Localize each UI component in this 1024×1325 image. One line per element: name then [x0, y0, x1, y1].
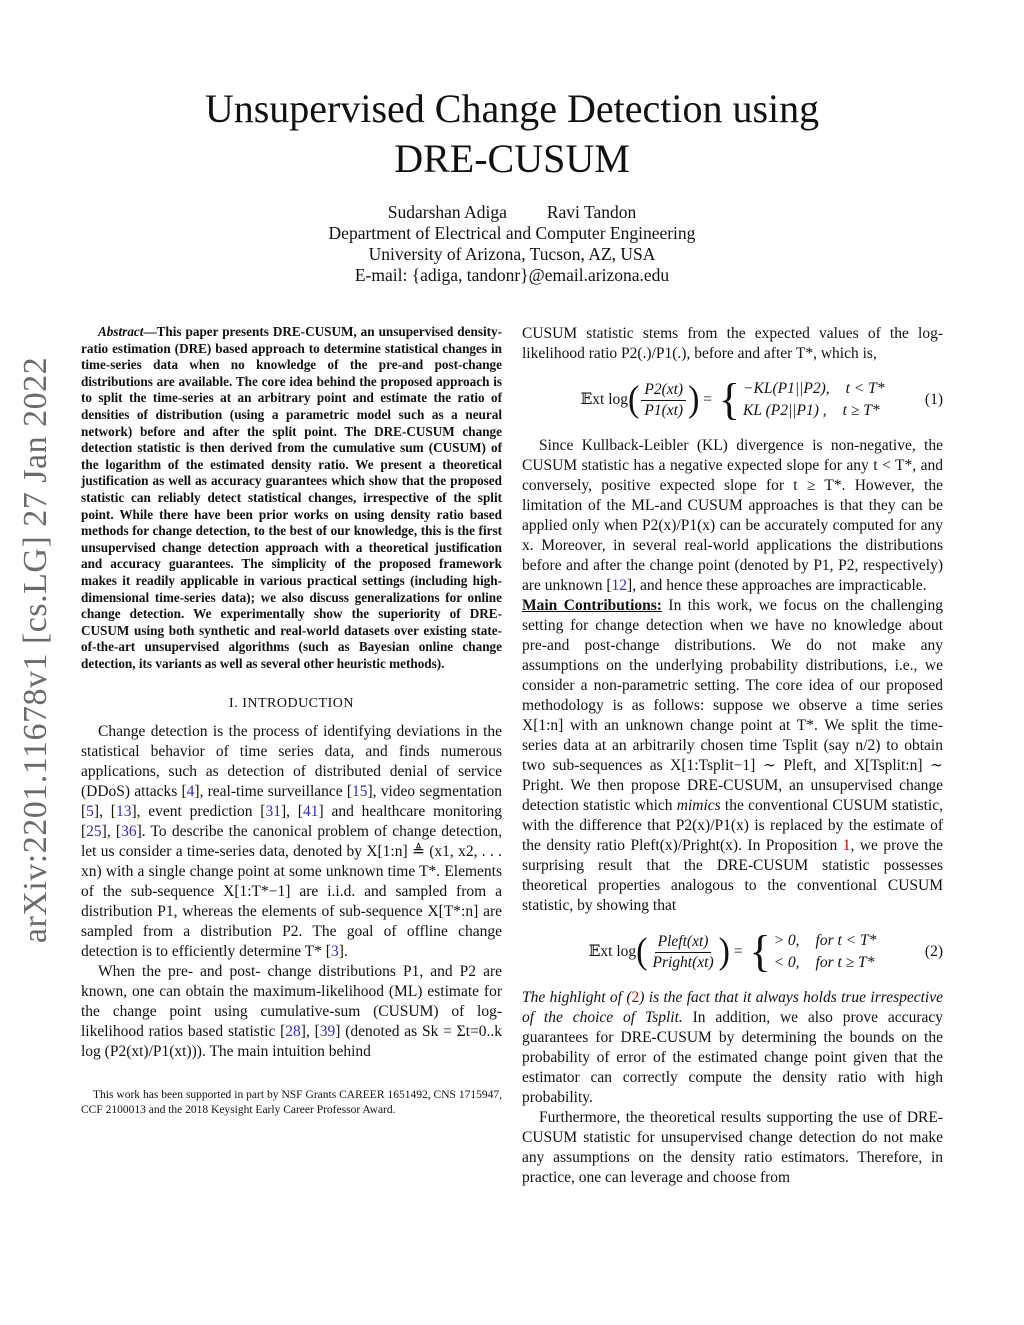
- right-paragraph-2: Since Kullback-Leibler (KL) divergence is non-negative, the CUSUM statistic has a negative expected slope for any t < T*, and conversely, positive expected slope for t ≥ T*. However, the limitation of the ML-and CUSUM approaches is that they can be applied only when P2(x)/P1(x) can be accurately computed for any x. Moreover, in several real-world applications the distributions before and after the change point (denoted by P1, P2, respectively) are unknown [12], and hence these approaches are impracticable.: [522, 437, 943, 594]
- author-block: [200, 202, 824, 286]
- author-2: Ravi Tandon: [546, 202, 637, 222]
- eq2-number: (2): [924, 943, 943, 960]
- proposition-link[interactable]: 1: [842, 837, 851, 854]
- equation-2: 𝔼xt log ( $\frac{\text{Pleft(xt)}}{\text{Pright(xt)}}$ ) = { > 0, for t < T* < 0, for t ≥ T* (2): [588, 927, 943, 976]
- author-1: Sudarshan Adiga: [387, 202, 507, 222]
- citation-link[interactable]: 3: [330, 943, 339, 961]
- citation-link[interactable]: 28: [285, 1023, 301, 1041]
- arxiv-sidebar: [12, 350, 60, 950]
- location: University of Arizona, Tucson, AZ, USA: [368, 244, 656, 264]
- footnote: [81, 1088, 502, 1118]
- funding-note: This work has been supported in part by NSF Grants CAREER 1651492, CNS 1715947, CCF 2100013 and the 2018 Keysight Early Career Professor Award.: [81, 1089, 502, 1117]
- contributions-label: Main Contributions:: [522, 597, 662, 614]
- title-line-2: DRE-CUSUM: [394, 136, 630, 181]
- right-paragraph-4: The highlight of (2) is the fact that it always holds true irrespective of the choice of Tsplit. In addition, we also prove accuracy guarantees for DRE-CUSUM by determining the bounds on the probability of error of the estimated change point given that the estimator can correctly compute the density ratio with high probability.: [522, 989, 943, 1106]
- arxiv-id: arXiv:2201.11678v1 [cs.LG] 27 Jan 2022: [17, 356, 54, 944]
- equation-1: 𝔼xt log ( $\frac{P2(xt)}{P1(xt)}$ ) = { −KL(P1||P2), t < T* KL (P2||P1) , t ≥ T* (1): [580, 375, 943, 424]
- citation-link[interactable]: 13: [115, 803, 132, 821]
- paper-title: [100, 84, 924, 184]
- affiliation: Department of Electrical and Computer Engineering: [328, 223, 696, 243]
- citation-link[interactable]: 36: [121, 823, 137, 841]
- equation-link[interactable]: 2: [631, 989, 640, 1006]
- left-column: [81, 324, 502, 1118]
- right-column: [522, 324, 943, 1188]
- eq1-lhs: 𝔼xt log: [580, 391, 629, 408]
- abstract-text: —This paper presents DRE-CUSUM, an unsupervised density-ratio estimation (DRE) based approach to determine statistical changes in time-series data when no knowledge of the pre-and post-change distributions are available. The core idea behind the proposed approach is to split the time-series at an arbitrary point and estimate the ratio of densities of distribution (using a parametric model such as a neural network) before and after the split point. The DRE-CUSUM change detection statistic is then derived from the cumulative sum (CUSUM) of the logarithm of the estimated density ratio. We present a theoretical justification as well as accuracy guarantees which show that the proposed statistic can reliably detect statistical changes, irrespective of the split point. While there have been prior works on using density ratio based methods for change detection, to the best of our knowledge, this is the first unsupervised change detection approach with a theoretical justification and accuracy guarantees. The simplicity of the proposed framework makes it readily applicable in various practical settings (including high-dimensional time-series data); we also discuss generalizations for online change detection. We experimentally show the superiority of DRE-CUSUM using both synthetic and real-world datasets over existing state-of-the-art unsupervised algorithms (such as Bayesian online change detection, its variants as well as several other heuristic methods).: [81, 324, 502, 671]
- right-paragraph-5: Furthermore, the theoretical results supporting the use of DRE-CUSUM statistic for unsupervised change detection do not make any assumptions on the density ratio estimators. Therefore, in practice, one can leverage and choose from: [522, 1109, 943, 1186]
- main-contributions: Main Contributions: In this work, we focus on the challenging setting for change detection when we have no knowledge about pre-and post-change distributions. We do not make any assumptions on the underlying probability distributions, i.e., we consider a non-parametric setting. The core idea of our proposed methodology is as follows: suppose we observe a time series X[1:n] with an unknown change point at T*. We split the time-series data at an arbitrarily chosen time Tsplit (say n/2) to obtain two sub-sequences as X[1:Tsplit−1] ∼ Pleft, and X[Tsplit:n] ∼ Pright. We then propose DRE-CUSUM, an unsupervised change detection statistic which mimics the conventional CUSUM statistic, with the difference that P2(x)/P1(x) is replaced by the estimate of the density ratio Pleft(x)/Pright(x). In Proposition 1, we prove the surprising result that the DRE-CUSUM statistic possesses theoretical properties analogous to the conventional CUSUM statistic, by showing that: [522, 597, 943, 914]
- title-line-1: Unsupervised Change Detection using: [204, 86, 820, 131]
- section-heading-introduction: I. INTRODUCTION: [229, 696, 354, 712]
- citation-link[interactable]: 12: [611, 577, 628, 594]
- citation-link[interactable]: 5: [86, 803, 94, 821]
- eq2-fraction: $\frac{\text{Pleft(xt)}}{\text{Pright(xt)}}$: [652, 932, 714, 971]
- abstract: [81, 324, 502, 672]
- citation-link[interactable]: 39: [319, 1023, 336, 1041]
- citation-link[interactable]: 15: [352, 783, 368, 801]
- eq1-cases: −KL(P1||P2), t < T* KL (P2||P1) , t ≥ T*: [743, 380, 885, 419]
- citation-link[interactable]: 4: [186, 783, 195, 801]
- eq1-number: (1): [924, 391, 943, 408]
- abstract-label: Abstract: [98, 324, 144, 339]
- email: E-mail: {adiga, tandonr}@email.arizona.edu: [354, 265, 670, 285]
- intro-paragraph-1: Change detection is the process of identifying deviations in the statistical behavior of time series data, and finds numerous applications, such as detection of distributed denial of service (DDoS) attacks [4], real-time surveillance [15], video segmentation [5], [13], event prediction [31], [41] and healthcare monitoring [25], [36]. To describe the canonical problem of change detection, let us consider a time-series data, denoted by X[1:n] ≜ (x1, x2, . . . xn) with a single change point at some unknown time T*. Elements of the sub-sequence X[1:T*−1] are i.i.d. and sampled from a distribution P1, whereas the elements of sub-sequence X[T*:n] are sampled from a distribution P2. The goal of offline change detection is to efficiently determine T* [3].: [81, 723, 503, 961]
- citation-link[interactable]: 25: [86, 823, 102, 841]
- author-names: [200, 202, 824, 223]
- citation-link[interactable]: 41: [302, 803, 319, 821]
- intro-paragraph-2: When the pre- and post- change distributions P1, and P2 are known, one can obtain the maximum-likelihood (ML) estimate for the change point using cumulative-sum (CUSUM) of log-likelihood ratios based statistic [28], [39] (denoted as Sk = Σt=0..k log (P2(xt)/P1(xt))). The main intuition behind: [81, 963, 502, 1061]
- right-paragraph-1: CUSUM statistic stems from the expected values of the log-likelihood ratio P2(.)/P1(.), before and after T*, which is,: [522, 325, 943, 362]
- eq2-lhs: 𝔼xt log: [588, 943, 637, 960]
- citation-link[interactable]: 31: [265, 803, 281, 821]
- eq1-fraction: $\frac{P2(xt)}{P1(xt)}$: [641, 380, 686, 421]
- eq2-cases: > 0, for t < T* < 0, for t ≥ T*: [773, 932, 877, 971]
